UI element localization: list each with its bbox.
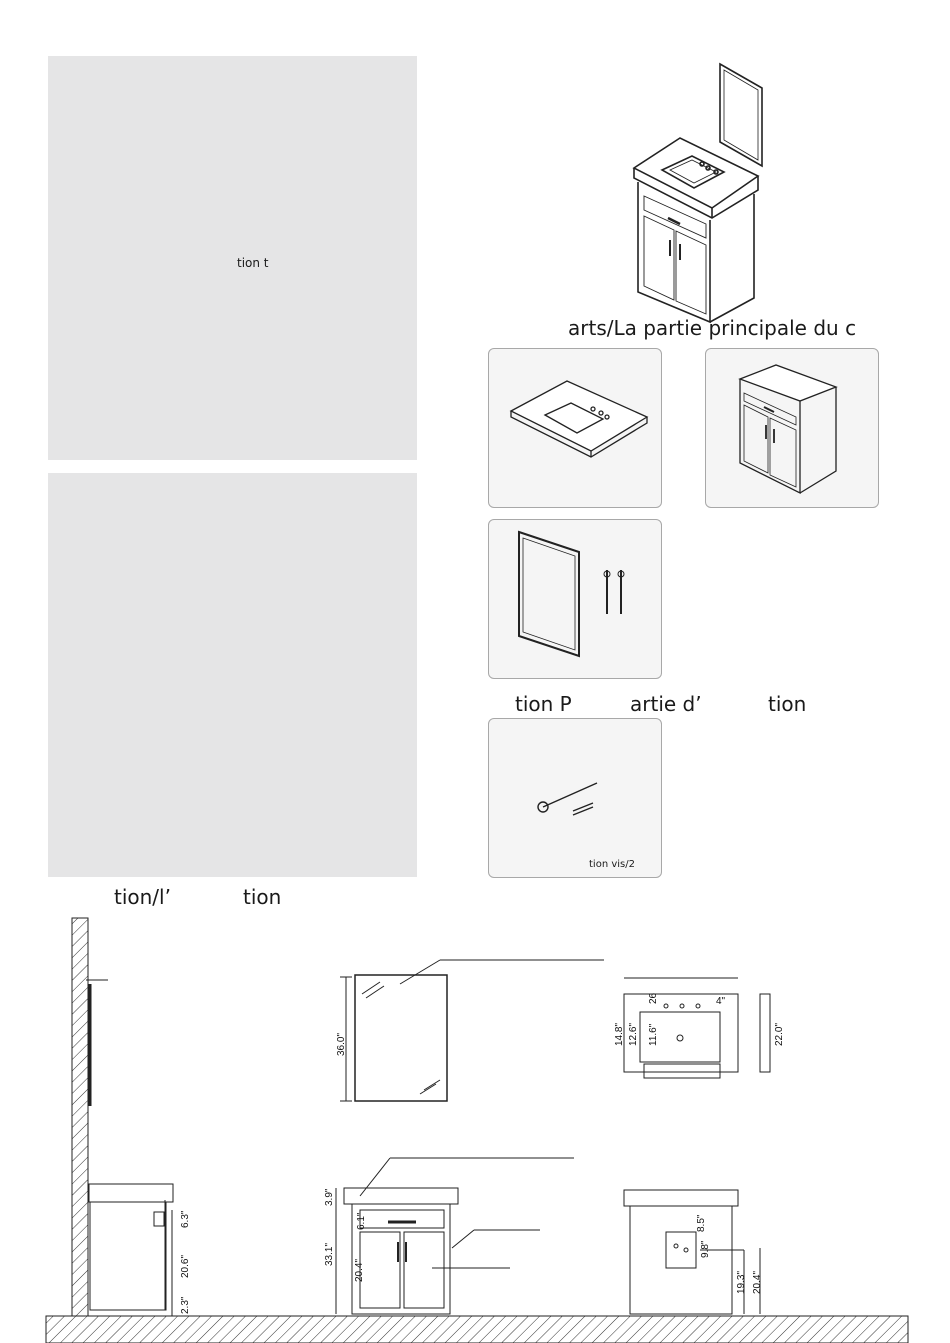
installation-panel-label: tion t: [237, 256, 269, 270]
dimensions-caption-1: tion/l’: [114, 885, 171, 909]
dim-top-depth-2: 12.6": [628, 1022, 639, 1046]
dimensions-caption-2: tion: [243, 885, 282, 909]
dim-top-depth-3: 11.6": [648, 1023, 659, 1046]
dim-back-holes: 9.8": [700, 1240, 711, 1258]
screw-card-label: tion vis/2: [589, 859, 635, 870]
dim-top-depth-1: 14.8": [614, 1022, 625, 1046]
wall: [72, 918, 88, 1316]
dim-cabinet-height: 33.1": [324, 1242, 335, 1266]
dim-side-door: 20.6": [180, 1254, 191, 1278]
dim-countertop: 3.9": [324, 1188, 335, 1206]
dim-side-depth: 22.0": [774, 1022, 785, 1046]
dim-mirror-height: 36.0": [336, 1032, 347, 1056]
parts-caption-3: tion: [768, 692, 807, 716]
dim-top-26: 26: [648, 992, 659, 1004]
dim-side-base: 2.3": [180, 1296, 191, 1314]
main-part-caption: arts/La partie principale du c: [568, 316, 857, 340]
dim-back-height-1: 19.3": [736, 1270, 747, 1294]
dim-side-drawer: 6.3": [180, 1210, 191, 1228]
parts-caption-1: tion P: [515, 692, 572, 716]
parts-caption-2: artie d’: [630, 692, 702, 716]
dim-back-opening: 8.5": [696, 1214, 707, 1232]
floor: [46, 1316, 908, 1343]
dim-top-spacing: 4": [716, 996, 726, 1007]
dim-back-height-2: 20.4": [752, 1270, 763, 1294]
dim-drawer: 6.1": [356, 1212, 367, 1230]
dim-door: 20.4": [354, 1258, 365, 1282]
